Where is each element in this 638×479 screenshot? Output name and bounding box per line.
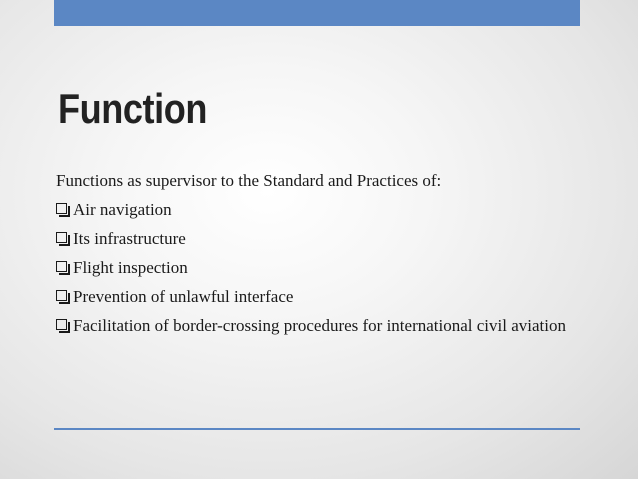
bullet-item [56,311,576,339]
bullet-text: Its infrastructure [73,229,186,248]
bullet-text: Flight inspection [73,258,188,277]
top-accent-band [54,0,580,26]
bullet-text: Facilitation of border-crossing procedures for international civil aviation [73,316,566,335]
checkbox-icon [56,319,67,330]
bullet-item [56,224,576,253]
bullet-item [56,253,576,282]
checkbox-icon [56,232,67,243]
bullet-item [56,195,576,224]
intro-text: Functions as supervisor to the Standard and Practices of: [56,171,442,190]
bullet-item [56,282,576,311]
checkbox-icon [56,261,67,272]
slide-title: Function [58,85,208,132]
bottom-divider [54,428,580,430]
checkbox-icon [56,203,67,214]
bullet-list [56,195,576,339]
bullet-text: Prevention of unlawful interface [73,287,294,306]
slide-body [56,166,576,339]
bullet-text: Air navigation [73,200,172,219]
checkbox-icon [56,290,67,301]
